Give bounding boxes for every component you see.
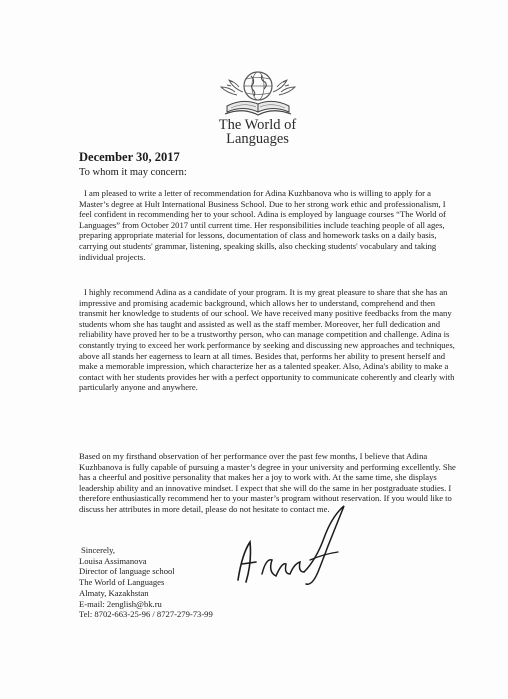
signer-email: E-mail: 2english@bk.ru	[79, 598, 162, 609]
signer-title: Director of language school	[79, 566, 175, 577]
salutation: To whom it may concern:	[79, 167, 187, 178]
organization-name	[190, 118, 325, 146]
paragraph-1: I am pleased to write a letter of recommendation for Adina Kuzhbanova who is willing to apply for a Master’s degree at Hult International Business School. Due to her strong work ethic and professionalism, I feel confident in recommending her to your school. Adina is employed by language courses “The World of Languages” from October 2017 until current time. Her responsibilities include teaching people of all ages, preparing appropriate material for lessons, documentation of class and homework tasks on a daily basis, carrying out students' grammar, listening, speaking skills, also checking students' vocabulary and taking individual projects.	[79, 188, 446, 262]
signer-name: Louisa Assimanova	[79, 555, 147, 566]
signer-location: Almaty, Kazakhstan	[79, 587, 149, 598]
signer-organization: The World of Languages	[79, 577, 165, 588]
letter-date: December 30, 2017	[79, 150, 180, 164]
organization-name-line1: The World of	[218, 117, 297, 133]
paragraph-2: I highly recommend Adina as a candidate of your program. It is my great pleasure to share that she has an impressive and promising academic background, which allows her to understand, comprehend and then transmit her knowledge to students of our school. We have received many positive feedbacks from the many students whom she has taught and assisted as well as the staff member. Moreover, her full dedication and reliability have proved her to be a trustworthy person, who can manage competition and challenge. Adina is constantly trying to exceed her work performance by seeking and discussing new approaches and techniques, above all stands her eagerness to learn at all times. Besides that, performs her ability to present herself and make a memorable impression, which characterize her as a talented speaker. Also, Adina's ability to make a contact with her students provides her with a perfect opportunity to communicate coherently and clearly with particularly anyone and anywhere.	[79, 287, 455, 393]
signer-phone: Tel: 8702-663-25-96 / 8727-279-73-99	[79, 609, 213, 620]
organization-name-line2: Languages	[226, 131, 289, 147]
world-book-logo	[213, 62, 303, 122]
signature-block	[79, 545, 213, 620]
sign-off: Sincerely,	[81, 545, 116, 555]
handwritten-signature	[232, 502, 350, 588]
paragraph-3: Based on my firsthand observation of her performance over the past few months, I believe that Adina Kuzhbanova is fully capable of pursuing a master’s degree in your university and performing excellently. She has a cheerful and positive personality that makes her a joy to work with. At the same time, she displays leadership ability and an innovative mindset. I expect that she will do the same in her postgraduate studies. I therefore enthusiastically recommend her to your master’s program without reservation. If you would like to discuss her attributes in more detail, please do not hesitate to contact me.	[79, 451, 456, 514]
